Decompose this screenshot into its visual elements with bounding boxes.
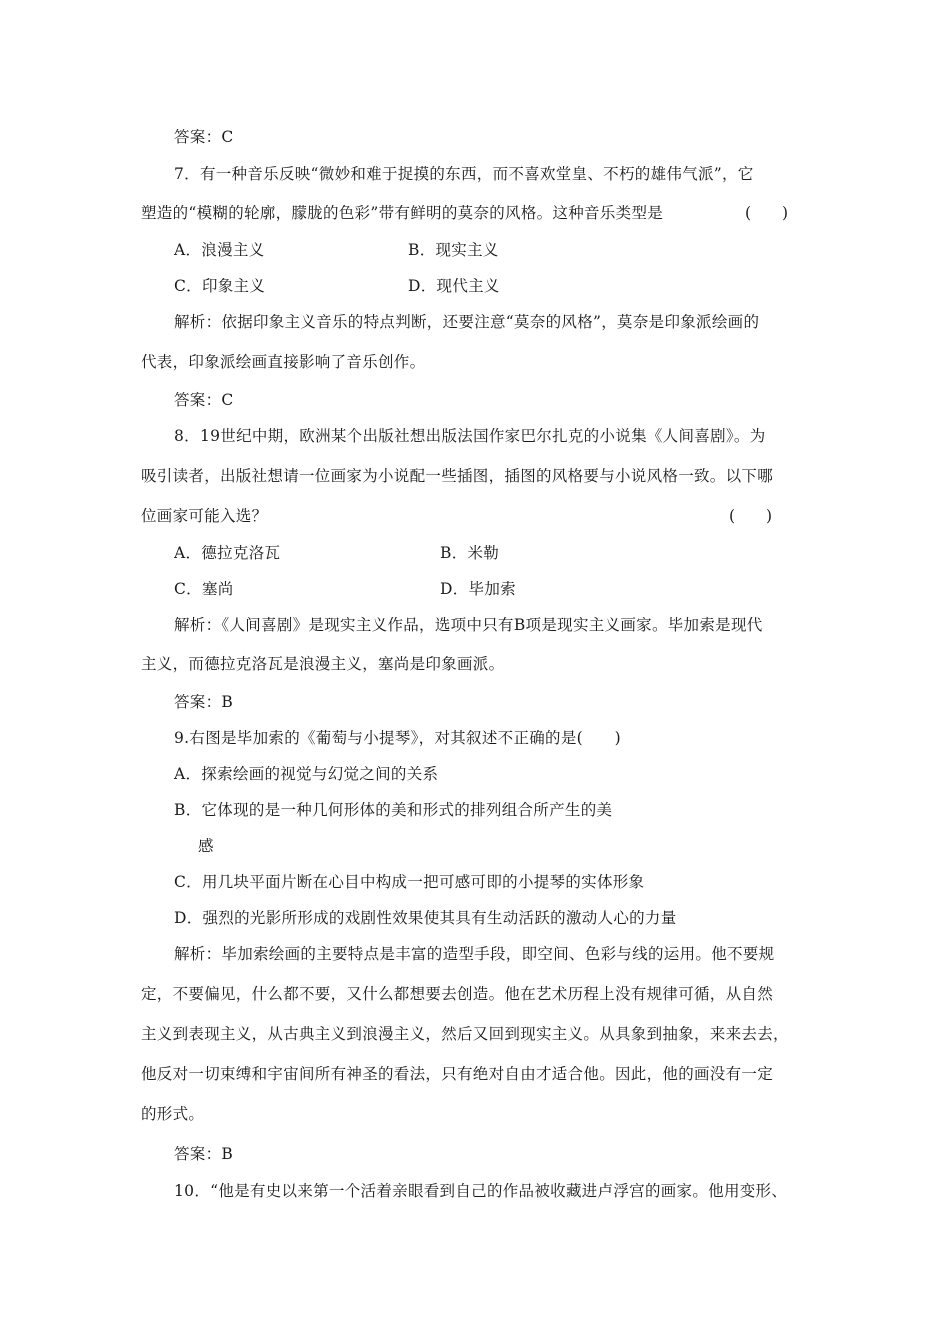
- q7-stem-line1: 7．有一种音乐反映“微妙和难于捉摸的东西，而不喜欢堂皇、不朽的雄伟气派”，它: [174, 165, 754, 183]
- q8-option-a: A．德拉克洛瓦: [174, 544, 281, 562]
- q9-analysis-line1: 解析：毕加索绘画的主要特点是丰富的造型手段，即空间、色彩与线的运用。他不要规: [174, 945, 775, 963]
- q6-answer: 答案：C: [174, 128, 234, 146]
- q9-option-b-line2: 感: [198, 837, 214, 855]
- q7-option-b: B．现实主义: [408, 241, 499, 259]
- q9-option-d: D．强烈的光影所形成的戏剧性效果使其具有生动活跃的激动人心的力量: [174, 909, 677, 927]
- q9-analysis-line5: 的形式。: [141, 1105, 205, 1123]
- q9-option-c: C．用几块平面片断在心目中构成一把可感可即的小提琴的实体形象: [174, 873, 645, 891]
- q9-analysis-line3: 主义到表现主义，从古典主义到浪漫主义，然后又回到现实主义。从具象到抽象，来来去去，: [141, 1025, 789, 1043]
- q9-option-a: A．探索绘画的视觉与幻觉之间的关系: [174, 765, 439, 783]
- q8-stem-line3: 位画家可能入选？: [141, 507, 268, 525]
- q8-stem-line1: 8．19世纪中期，欧洲某个出版社想出版法国作家巴尔扎克的小说集《人间喜剧》。为: [174, 427, 766, 445]
- q8-answer: 答案：B: [174, 693, 234, 711]
- q9-option-b-line1: B．它体现的是一种几何形体的美和形式的排列组合所产生的美: [174, 801, 613, 819]
- q7-analysis-line2: 代表，印象派绘画直接影响了音乐创作。: [141, 353, 426, 371]
- q8-option-b: B．米勒: [440, 544, 500, 562]
- q8-option-c: C．塞尚: [174, 580, 234, 598]
- q8-analysis-line2: 主义，而德拉克洛瓦是浪漫主义，塞尚是印象画派。: [141, 655, 505, 673]
- q7-option-d: D．现代主义: [408, 277, 500, 295]
- q7-option-a: A．浪漫主义: [174, 241, 265, 259]
- q8-analysis-line1: 解析：《人间喜剧》是现实主义作品，选项中只有B项是现实主义画家。毕加索是现代: [174, 616, 763, 634]
- q10-stem-line1: 10．“他是有史以来第一个活着亲眼看到自己的作品被收藏进卢浮宫的画家。他用变形、: [174, 1182, 788, 1200]
- q8-stem-line2: 吸引读者，出版社想请一位画家为小说配一些插图，插图的风格要与小说风格一致。以下哪: [141, 467, 774, 485]
- q9-analysis-line2: 定，不要偏见，什么都不要，又什么都想要去创造。他在艺术历程上没有规律可循，从自然: [141, 985, 774, 1003]
- q9-analysis-line4: 他反对一切束缚和宇宙间所有神圣的看法，只有绝对自由才适合他。因此，他的画没有一定: [141, 1065, 774, 1083]
- q8-answer-blank: ( ): [729, 507, 773, 525]
- q9-stem: 9.右图是毕加索的《葡萄与小提琴》，对其叙述不正确的是( ): [174, 729, 621, 747]
- q9-answer: 答案：B: [174, 1145, 234, 1163]
- q7-stem-line2: 塑造的“模糊的轮廓，朦胧的色彩”带有鲜明的莫奈的风格。这种音乐类型是: [141, 204, 664, 222]
- q7-analysis-line1: 解析：依据印象主义音乐的特点判断，还要注意“莫奈的风格”，莫奈是印象派绘画的: [174, 313, 760, 331]
- q7-option-c: C．印象主义: [174, 277, 266, 295]
- q7-answer-blank: ( ): [745, 204, 789, 222]
- q7-answer: 答案：C: [174, 391, 234, 409]
- q8-option-d: D．毕加索: [440, 580, 516, 598]
